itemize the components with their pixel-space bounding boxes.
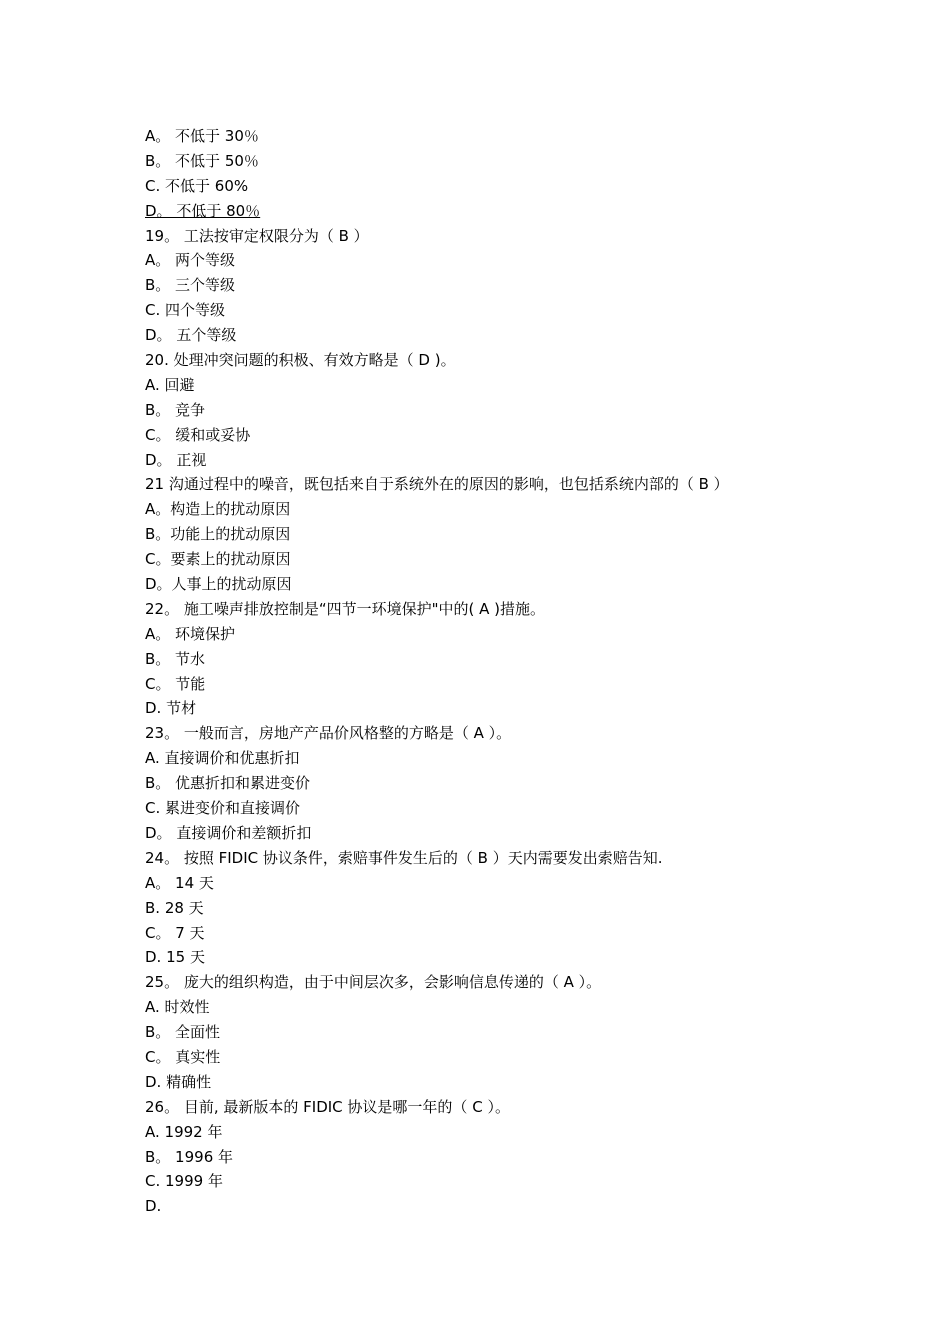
option-line: A。 不低于 30％ bbox=[145, 127, 259, 145]
option-line: A. 直接调价和优惠折扣 bbox=[145, 749, 300, 768]
option-line: B. 28 天 bbox=[145, 898, 204, 917]
option-line: D。 不低于 80％ bbox=[145, 201, 261, 220]
option-line: B。 三个等级 bbox=[145, 276, 236, 295]
option-line: C。 节能 bbox=[145, 674, 206, 693]
option-line: A. 时效性 bbox=[145, 998, 210, 1017]
question-line: 24。 按照 FIDIC 协议条件，索赔事件发生后的（ B ）天内需要发出索赔告知. bbox=[145, 848, 663, 867]
option-line: C。 7 天 bbox=[145, 923, 205, 942]
option-line: B。 不低于 50％ bbox=[145, 151, 259, 170]
option-line: C. 四个等级 bbox=[145, 301, 226, 320]
option-line: A。 环境保护 bbox=[145, 624, 236, 643]
option-line: C。 缓和或妥协 bbox=[145, 425, 251, 444]
option-line: A. 1992 年 bbox=[145, 1122, 223, 1141]
option-line: A。构造上的扰动原因 bbox=[145, 500, 291, 519]
question-line: 21 沟通过程中的噪音，既包括来自于系统外在的原因的影响，也包括系统内部的（ B ） bbox=[145, 475, 729, 494]
option-line: D. bbox=[145, 1197, 162, 1216]
question-line: 20. 处理冲突问题的积极、有效方略是（ D )。 bbox=[145, 351, 456, 370]
option-line: C。 真实性 bbox=[145, 1047, 221, 1066]
option-line: D. 节材 bbox=[145, 699, 197, 718]
option-line: B。 1996 年 bbox=[145, 1147, 234, 1166]
question-line: 22。 施工噪声排放控制是“四节一环境保护"中的( A )措施。 bbox=[145, 599, 546, 618]
option-line: C. 累进变价和直接调价 bbox=[145, 799, 301, 818]
option-line: B。功能上的扰动原因 bbox=[145, 525, 291, 544]
option-line: D。人事上的扰动原因 bbox=[145, 575, 292, 594]
question-line: 25。 庞大的组织构造，由于中间层次多，会影响信息传递的（ A ）。 bbox=[145, 973, 602, 992]
option-line: B。 竞争 bbox=[145, 400, 206, 419]
option-line: C。要素上的扰动原因 bbox=[145, 550, 291, 569]
option-line: D。 直接调价和差额折扣 bbox=[145, 823, 312, 842]
option-line: A。 14 天 bbox=[145, 873, 214, 892]
option-line: C. 不低于 60% bbox=[145, 176, 249, 195]
question-line: 23。 一般而言，房地产产品价风格整的方略是（ A ）。 bbox=[145, 724, 512, 743]
option-line: D。 正视 bbox=[145, 450, 207, 469]
option-line: A。 两个等级 bbox=[145, 251, 236, 270]
question-line: 26。 目前, 最新版本的 FIDIC 协议是哪一年的（ C ）。 bbox=[145, 1097, 510, 1116]
option-line: D。 五个等级 bbox=[145, 326, 237, 345]
option-line: B。 节水 bbox=[145, 649, 206, 668]
option-line: A. 回避 bbox=[145, 375, 195, 394]
option-line: D. 15 天 bbox=[145, 948, 205, 967]
document-page bbox=[145, 124, 845, 1219]
option-line: C. 1999 年 bbox=[145, 1172, 223, 1191]
question-line: 19。 工法按审定权限分为（ B ） bbox=[145, 226, 369, 245]
option-line: B。 全面性 bbox=[145, 1023, 221, 1042]
option-line: D. 精确性 bbox=[145, 1072, 212, 1091]
option-line: B。 优惠折扣和累进变价 bbox=[145, 774, 311, 793]
